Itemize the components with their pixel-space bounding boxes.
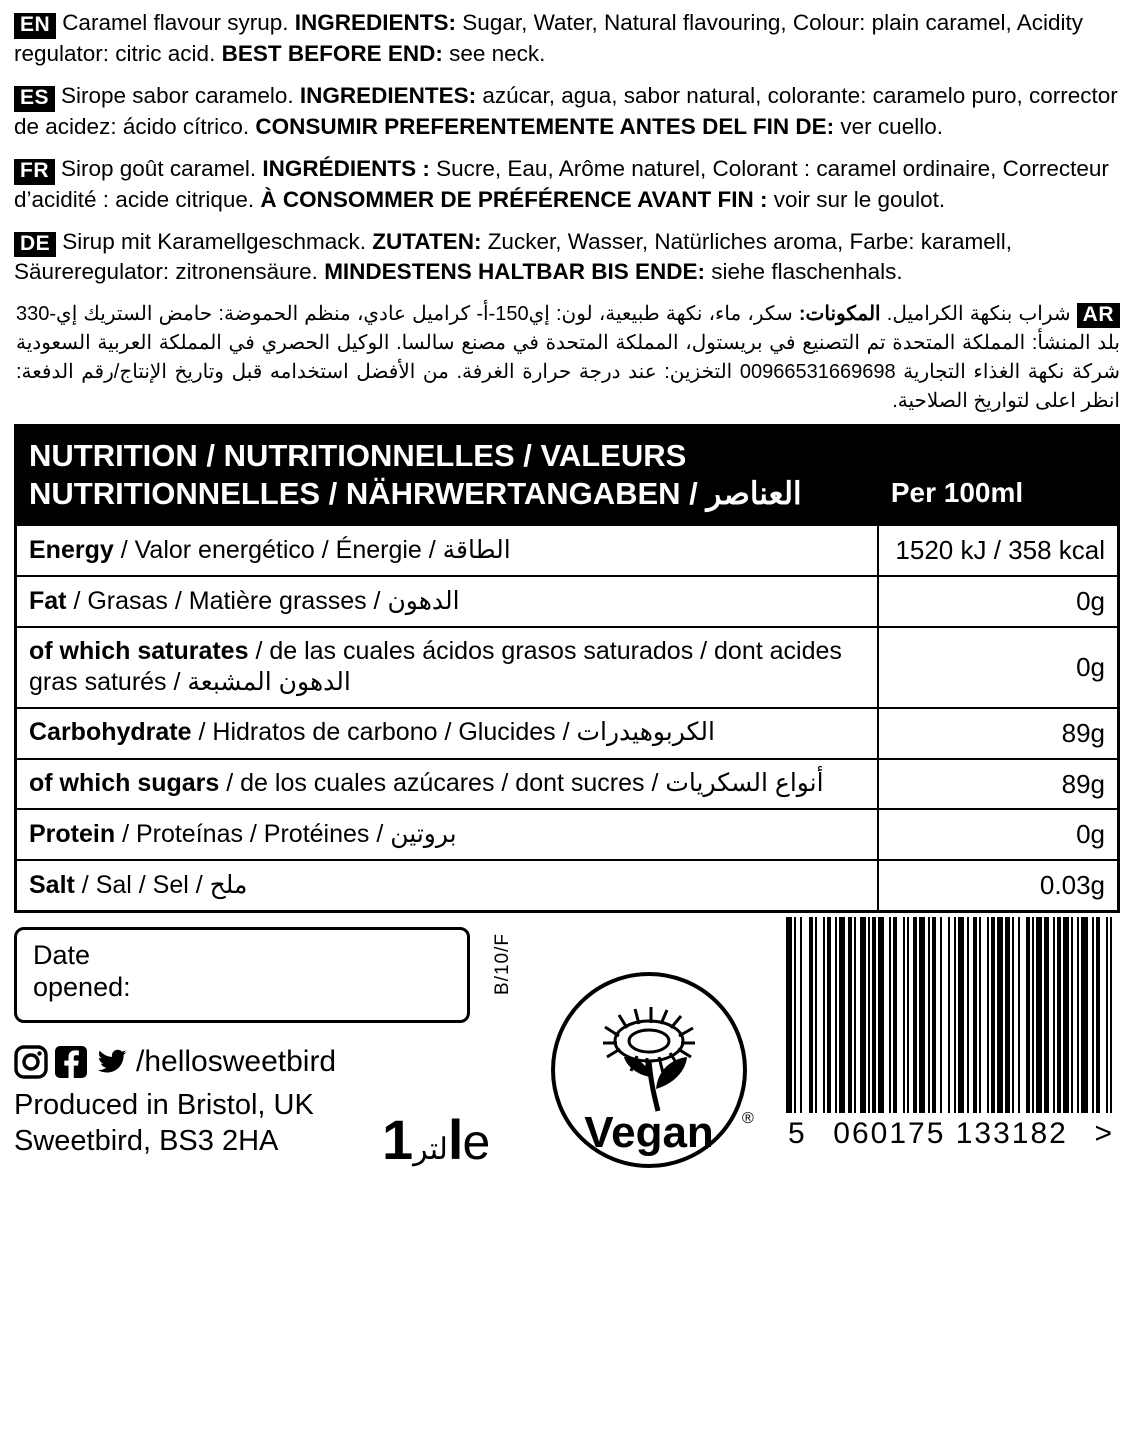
nutrition-row-translations: / Valor energético / Énergie / الطاقة bbox=[113, 535, 511, 564]
ingredient-block-ar bbox=[14, 300, 1120, 416]
ingredient-text: Sirop goût caramel. bbox=[61, 155, 263, 181]
date-opened-box[interactable] bbox=[14, 927, 470, 1023]
language-tag-ar: AR bbox=[1077, 303, 1120, 329]
ingredient-text: Sirup mit Karamellgeschmack. bbox=[62, 228, 373, 254]
ingredient-heading: MINDESTENS HALTBAR BIS ENDE: bbox=[324, 259, 712, 285]
ingredient-heading: INGREDIENTES: bbox=[299, 82, 483, 108]
nutrition-row-name: Fat bbox=[29, 586, 67, 615]
instagram-icon[interactable] bbox=[14, 1045, 48, 1079]
nutrition-row-name: Carbohydrate bbox=[29, 718, 192, 747]
address-line-1: Produced in Bristol, UK bbox=[14, 1088, 314, 1121]
nutrition-header-value: Per 100ml bbox=[878, 425, 1119, 525]
nutrition-row-name: Salt bbox=[29, 870, 75, 899]
nutrition-row-label bbox=[16, 627, 878, 708]
barcode-number bbox=[786, 1117, 1116, 1151]
nutrition-row-label bbox=[16, 809, 878, 860]
ingredient-heading: INGRÉDIENTS : bbox=[262, 155, 437, 181]
ingredient-language-blocks bbox=[14, 8, 1120, 287]
social-handle: /hellosweetbird bbox=[136, 1044, 337, 1078]
language-tag-es: ES bbox=[14, 86, 55, 112]
ingredient-block-en bbox=[14, 8, 1120, 68]
label-footer bbox=[14, 927, 1120, 1175]
ingredient-block-es bbox=[14, 81, 1120, 141]
nutrition-row-label bbox=[16, 860, 878, 911]
social-links[interactable] bbox=[14, 1045, 336, 1079]
nutrition-row-translations: / de las cuales ácidos grasos saturados / dont acides gras saturés / الدهون المشبعة bbox=[29, 636, 842, 697]
date-opened-line2: opened: bbox=[33, 971, 131, 1002]
nutrition-row-value: 89g bbox=[878, 759, 1119, 810]
barcode-bar bbox=[1112, 917, 1116, 1113]
ingredient-heading: BEST BEFORE END: bbox=[221, 40, 450, 66]
ingredient-text: Sugar, Water, Natural flavouring, Colour: plain caramel, Acidity regulator: citric acid. bbox=[14, 10, 1084, 66]
nutrition-row bbox=[16, 627, 1119, 708]
nutrition-table bbox=[14, 424, 1120, 913]
barcode-left-digit: 5 bbox=[788, 1116, 807, 1150]
nutrition-row-translations: / de los cuales azúcares / dont sucres / أنواع السكريات bbox=[219, 769, 824, 798]
nutrition-row-label bbox=[16, 759, 878, 810]
nutrition-row-translations: / Proteínas / Protéines / بروتين bbox=[115, 819, 457, 848]
ingredient-heading: INGREDIENTS: bbox=[294, 10, 463, 35]
language-tag-en: EN bbox=[14, 13, 56, 39]
ingredient-text: siehe flaschenhals. bbox=[711, 259, 903, 285]
nutrition-row bbox=[16, 860, 1119, 911]
nutrition-row-translations: / Grasas / Matière grasses / الدهون bbox=[66, 586, 460, 615]
estimated-sign: e bbox=[462, 1113, 490, 1170]
nutrition-row-value: 0g bbox=[878, 627, 1119, 708]
ingredient-heading: CONSUMIR PREFERENTEMENTE ANTES DEL FIN DE: bbox=[255, 113, 841, 139]
vegan-logo bbox=[524, 965, 774, 1175]
producer-address bbox=[14, 1087, 314, 1160]
nutrition-row-name: Protein bbox=[29, 819, 116, 848]
ingredient-heading: À CONSOMMER DE PRÉFÉRENCE AVANT FIN : bbox=[260, 186, 774, 212]
ingredient-text-ar: شراب بنكهة الكراميل. bbox=[880, 302, 1071, 325]
ingredient-text: see neck. bbox=[449, 40, 546, 66]
ingredient-text: Zucker, Wasser, Natürliches aroma, Farbe: karamell, Säureregulator: zitronensäure. bbox=[14, 228, 1013, 285]
language-tag-fr: FR bbox=[14, 159, 55, 185]
ingredient-text: Sucre, Eau, Arôme naturel, Colorant : caramel ordinaire, Correcteur d’acidité : acide citrique. bbox=[14, 155, 1109, 212]
nutrition-row-value: 0g bbox=[878, 809, 1119, 860]
nutrition-row-value: 1520 kJ / 358 kcal bbox=[878, 525, 1119, 576]
nutrition-row-translations: / Hidratos de carbono / Glucides / الكربوهيدرات bbox=[191, 718, 715, 747]
barcode-right-marker: > bbox=[1094, 1116, 1114, 1150]
date-opened-line1: Date bbox=[33, 939, 91, 970]
nutrition-row-value: 0.03g bbox=[878, 860, 1119, 911]
vegan-wordmark: Vegan bbox=[584, 1107, 714, 1157]
ingredient-block-de bbox=[14, 227, 1120, 287]
facebook-icon[interactable] bbox=[54, 1045, 88, 1079]
nutrition-row-label bbox=[16, 576, 878, 627]
ingredient-text: ver cuello. bbox=[840, 113, 943, 139]
net-volume-value: 1l bbox=[382, 1107, 463, 1171]
ingredient-block-fr bbox=[14, 154, 1120, 214]
nutrition-row-label bbox=[16, 525, 878, 576]
address-line-2: Sweetbird, BS3 2HA bbox=[14, 1125, 279, 1158]
ingredient-heading-ar: المكونات: bbox=[792, 302, 881, 325]
barcode-bars bbox=[786, 917, 1116, 1113]
ingredient-text: Sirope sabor caramelo. bbox=[61, 82, 300, 108]
barcode bbox=[786, 917, 1116, 1151]
net-volume-arabic: لتر bbox=[413, 1132, 448, 1166]
vegan-registered-mark: ® bbox=[742, 1109, 754, 1127]
nutrition-row bbox=[16, 708, 1119, 759]
ingredient-text: Caramel flavour syrup. bbox=[62, 10, 295, 35]
nutrition-row-translations: / Sal / Sel / ملح bbox=[74, 870, 248, 899]
vegan-logo-graphic bbox=[524, 965, 774, 1175]
nutrition-row bbox=[16, 525, 1119, 576]
nutrition-row-name: of which saturates bbox=[29, 636, 249, 665]
nutrition-row bbox=[16, 576, 1119, 627]
ingredient-heading: ZUTATEN: bbox=[372, 228, 488, 254]
nutrition-header-row bbox=[16, 425, 1119, 525]
nutrition-row bbox=[16, 759, 1119, 810]
ingredient-text: voir sur le goulot. bbox=[773, 186, 946, 212]
batch-code: B/10/F bbox=[492, 932, 513, 995]
nutrition-row-label bbox=[16, 708, 878, 759]
twitter-icon[interactable] bbox=[94, 1045, 128, 1079]
nutrition-row-value: 0g bbox=[878, 576, 1119, 627]
ingredient-text-ar: سكر، ماء، نكهة طبيعية، لون: إي150-أ- كراميل عادي، منظم الحموضة: حامض الستريك إي-330 بلد المنشأ: المملكة المتحدة تم التصنيع في بريستول، المملكة المتحدة في مصنع سالسا. الوكيل الحصري في المملكة العربية السعودية شركة نكهة الغذاء التجارية 00966531669698 التخزين: عند درجة حرارة الغرفة. من الأفضل استخدامه قبل وتاريخ الإنتاج/رقم الدفعة: انظر اعلى لتواريخ الصلاحية. bbox=[16, 302, 1120, 412]
nutrition-row-name: Energy bbox=[29, 535, 114, 564]
nutrition-row-value: 89g bbox=[878, 708, 1119, 759]
barcode-main-digits: 060175 133182 bbox=[833, 1116, 1068, 1150]
ingredient-text: azúcar, agua, sabor natural, colorante: caramelo puro, corrector de acidez: ácido cítrico. bbox=[14, 82, 1118, 139]
nutrition-row-name: of which sugars bbox=[29, 769, 220, 798]
net-volume bbox=[382, 1107, 489, 1172]
nutrition-header-label: NUTRITION / NUTRITIONNELLES / VALEURS NUTRITIONNELLES / NÄHRWERTANGABEN / العناصر bbox=[16, 425, 878, 525]
language-tag-de: DE bbox=[14, 232, 56, 258]
nutrition-row bbox=[16, 809, 1119, 860]
